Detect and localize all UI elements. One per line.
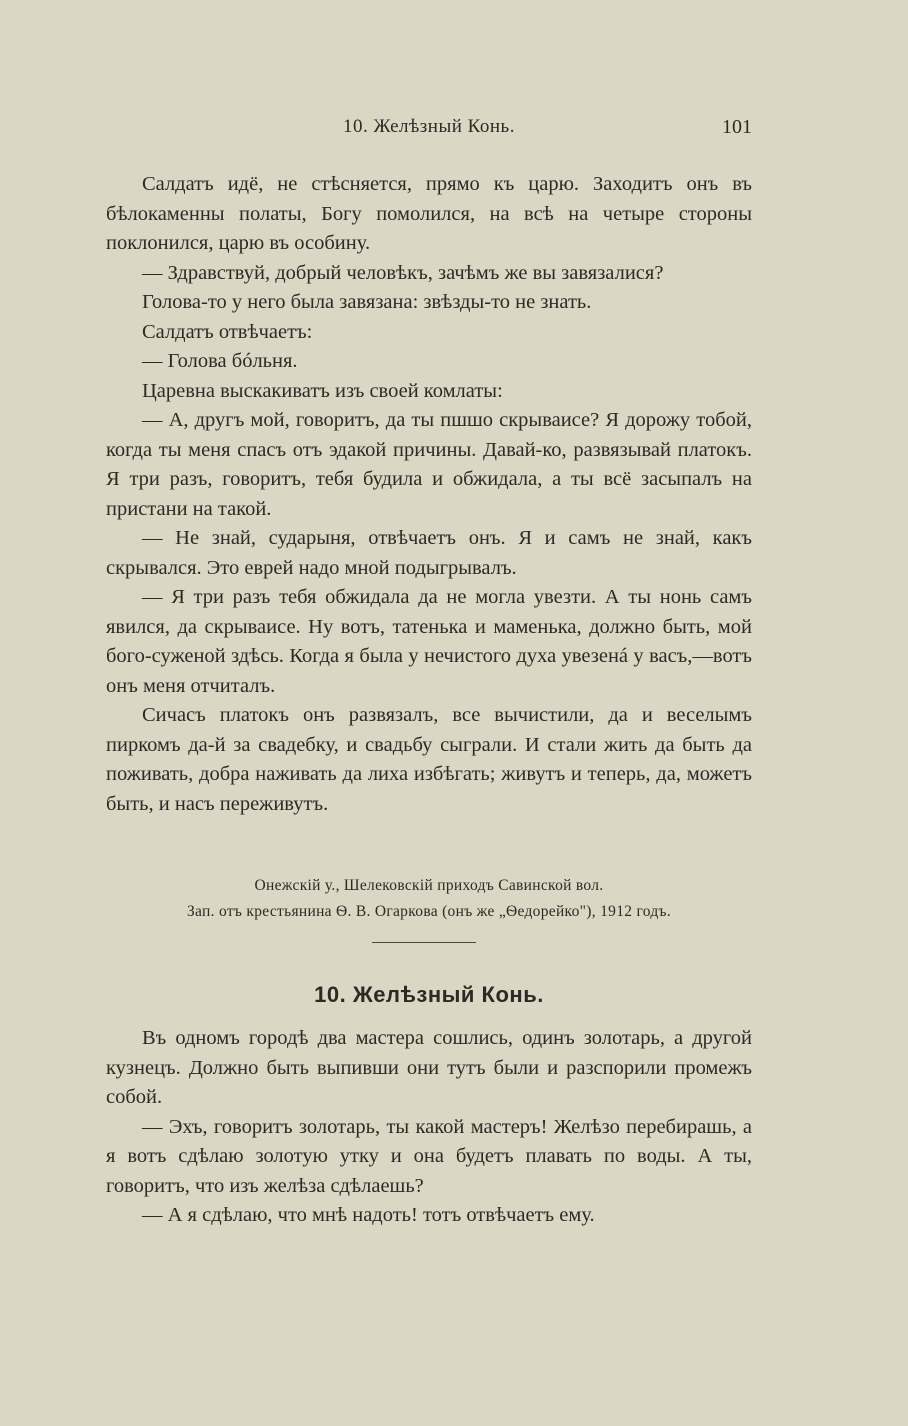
paragraph: Голова-то у него была завязана: звѣзды-то не знать. [142,291,592,313]
paragraph: Салдатъ идё, не стѣсняется, прямо къ царю. Заходитъ онъ въ бѣлокаменны полаты, Богу помолился, на всѣ на четыре стороны поклонился, царю въ особину. [106,173,752,254]
paragraph: Сичасъ платокъ онъ развязалъ, все вычистили, да и веселымъ пиркомъ да-й за свадебку, и свадьбу сыграли. И стали жить да быть да поживать, добра наживать да лиха избѣгать; живутъ и теперь, да, можетъ быть, и насъ переживутъ. [106,704,752,815]
story-ending-text [106,170,752,819]
paragraph: — Я три разъ тебя обжидала да не могла увезти. А ты нонь самъ явился, да скрываисе. Ну вотъ, татенька и маменька, должно быть, мой бого-суженой здѣсь. Когда я была у нечистого духа увезенá у васъ,—вотъ онъ меня отчиталъ. [106,586,752,697]
paragraph: — Не знай, сударыня, отвѣчаетъ онъ. Я и самъ не знай, какъ скрывался. Это еврей надо мной подыгрывалъ. [106,527,752,579]
running-head [106,116,752,146]
paragraph: — Эхъ, говоритъ золотарь, ты какой мастеръ! Желѣзо перебирашь, а я вотъ сдѣлаю золотую утку и она будетъ плавать по воды. А ты, говоритъ, что изъ желѣза сдѣлаешь? [106,1115,752,1197]
section-heading: 10. Желѣзный Конь. [314,982,544,1007]
paragraph: Салдатъ отвѣчаетъ: [142,320,313,343]
attribution-location: Онежскій у., Шелековскій приходъ Савинской вол. [254,877,604,894]
page-number: 101 [722,116,752,138]
section-divider [372,942,476,943]
attribution-recorder: Зап. отъ крестьянина Ѳ. В. Огаркова (онъ же „Ѳедорейко"), 1912 годъ. [186,903,672,920]
paragraph: — Здравствуй, добрый человѣкъ, зачѣмъ же вы завязалися? [142,261,664,284]
running-title: 10. Желѣзный Конь. [343,116,515,137]
paragraph: Въ одномъ городѣ два мастера сошлись, одинъ золотарь, а другой кузнецъ. Должно быть выпивши они тутъ были и разспорили промежъ собой. [106,1027,752,1108]
paragraph: — А, другъ мой, говоритъ, да ты пшшо скрываисе? Я дорожу тобой, когда ты меня спасъ отъ эдакой причины. Давай-ко, развязывай платокъ. Я три разъ, говоритъ, тебя будила и обжидала, а ты всё засыпалъ на пристани на такой. [106,409,752,520]
paragraph: Царевна выскакиватъ изъ своей комлаты: [142,379,503,402]
paragraph: — А я сдѣлаю, что мнѣ надоть! тотъ отвѣчаетъ ему. [142,1204,595,1226]
new-story-text [106,1024,752,1231]
paragraph: — Голова бóльня. [142,350,298,372]
